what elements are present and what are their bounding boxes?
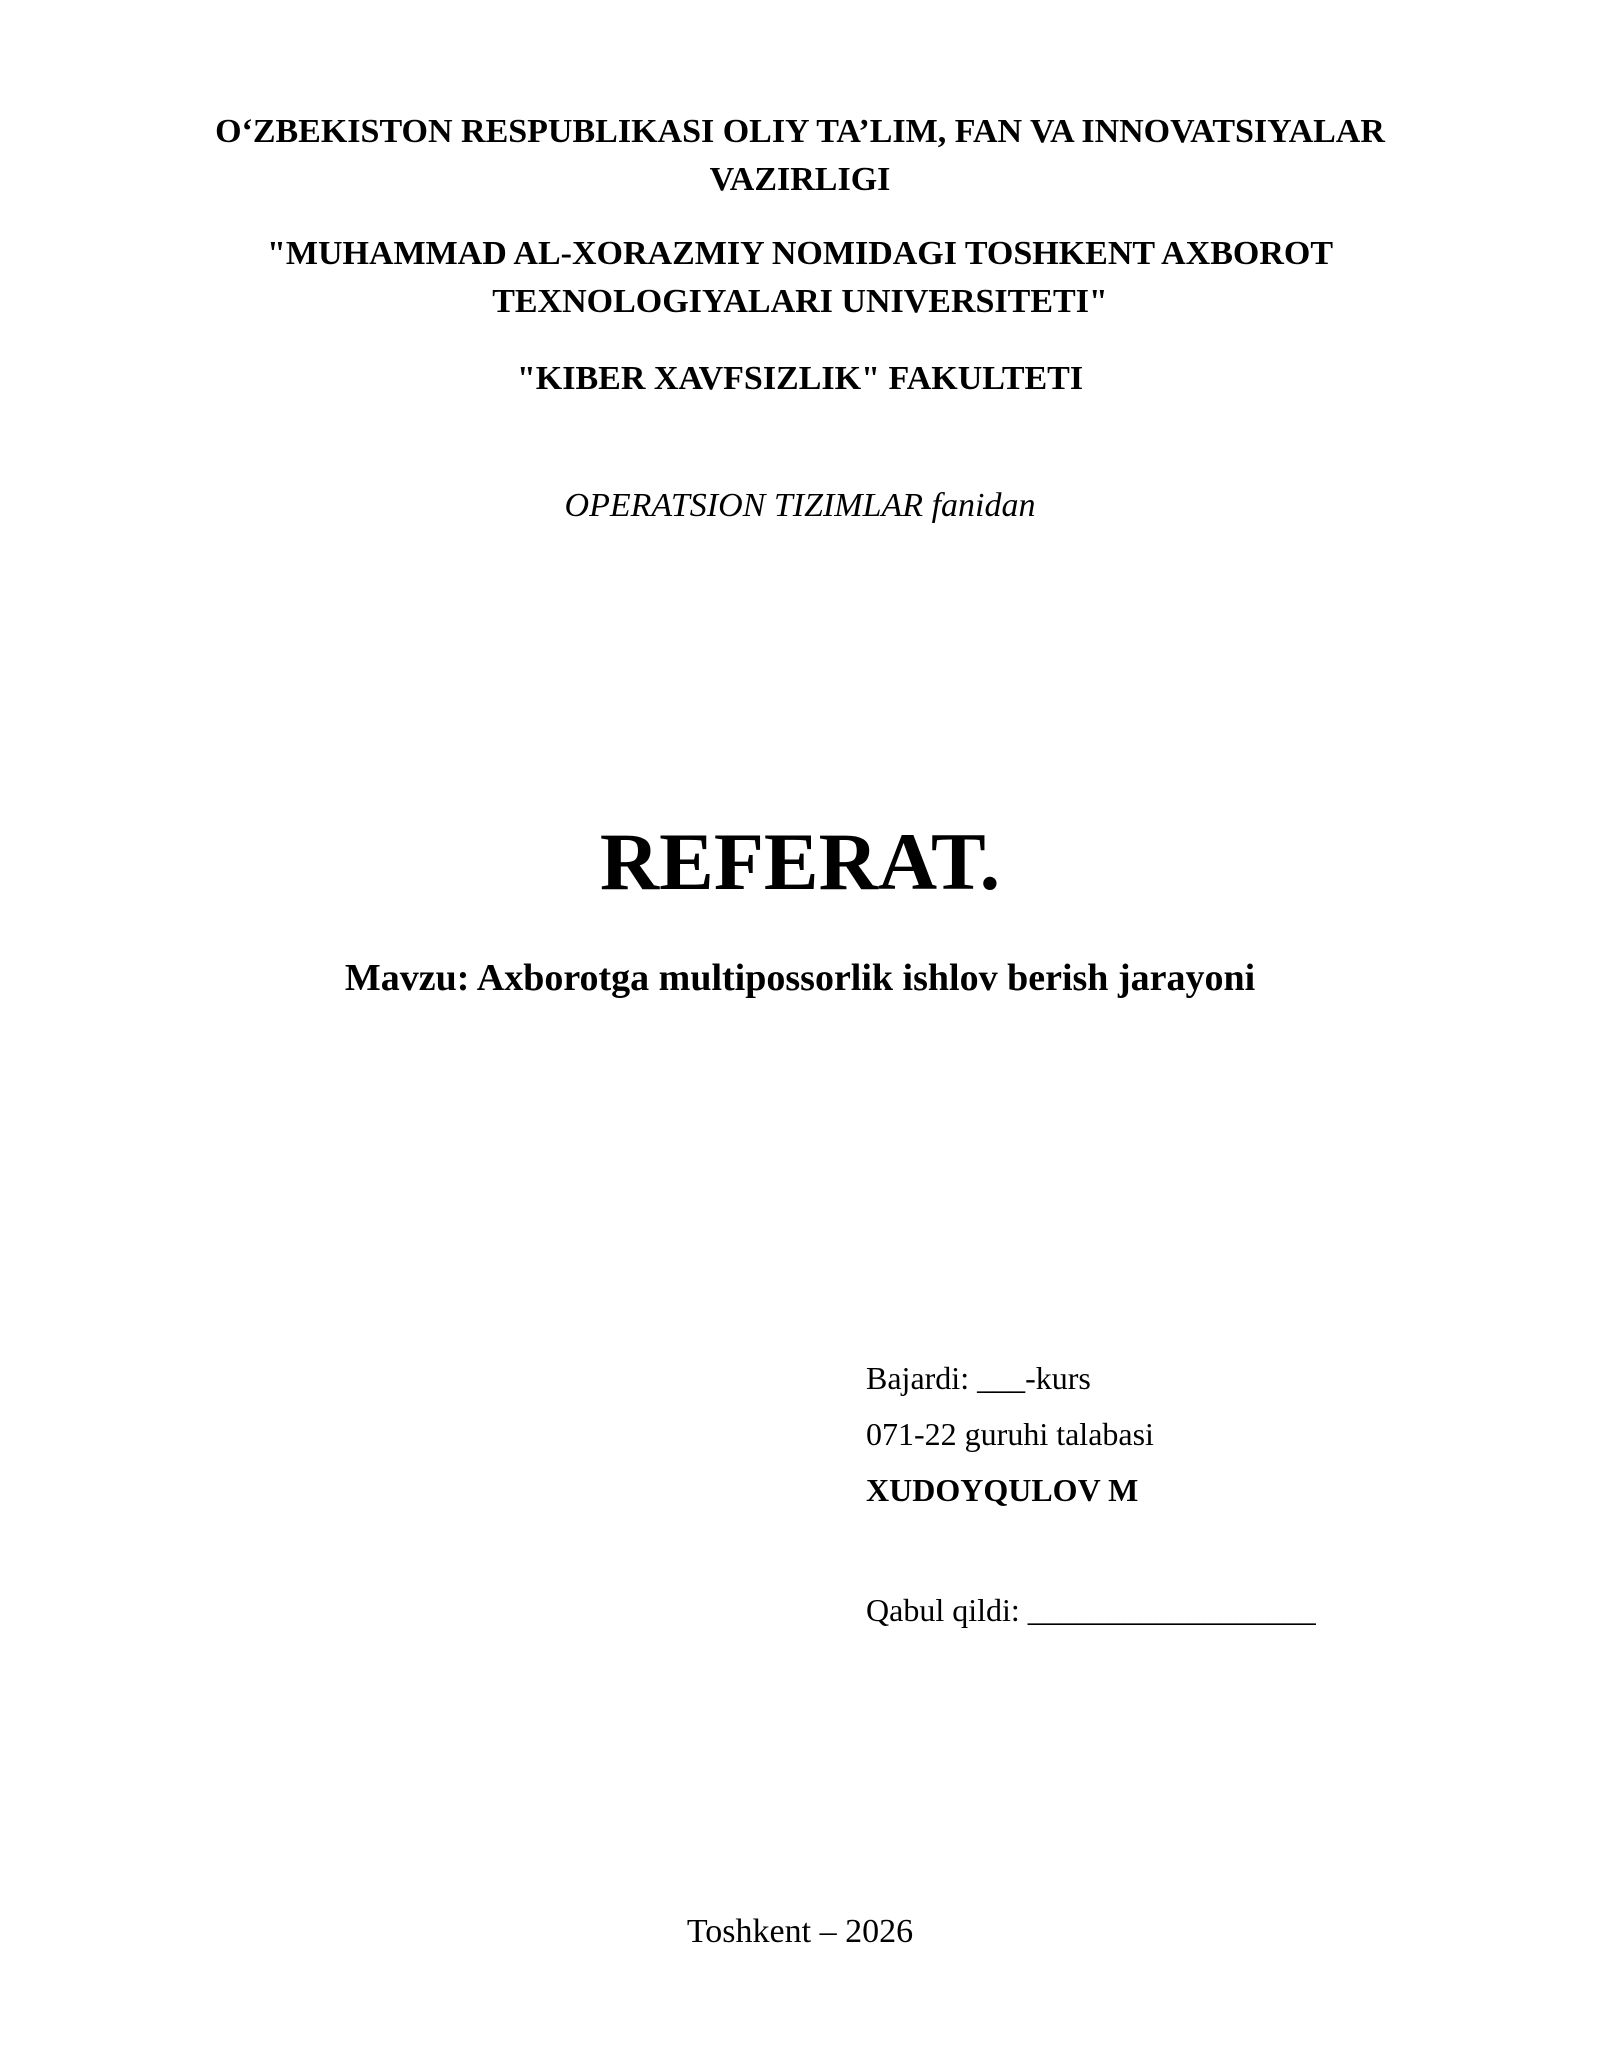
city-year-footer: Toshkent – 2026 — [686, 1913, 914, 1950]
subject-line: OPERATSION TIZIMLAR fanidan — [564, 487, 1036, 524]
university-name — [100, 230, 1500, 326]
faculty-name: "KIBER XAVFSIZLIK" FAKULTETI — [516, 360, 1084, 397]
ministry-line-1: O‘ZBEKISTON RESPUBLIKASI OLIY TA’LIM, FAN VA INNOVATSIYALAR — [215, 113, 1385, 150]
university-line-1: "MUHAMMAD AL-XORAZMIY NOMIDAGI TOSHKENT AXBOROT — [266, 235, 1334, 272]
accepted-by-line: Qabul qildi: __________________ — [866, 1592, 1316, 1628]
student-group-line: 071-22 guruhi talabasi — [866, 1416, 1154, 1452]
university-line-2: TEXNOLOGIYALARI UNIVERSITETI" — [492, 283, 1108, 320]
ministry-name — [100, 108, 1500, 204]
student-name: XUDOYQULOV M — [866, 1472, 1139, 1508]
performed-by-line: Bajardi: ___-kurs — [866, 1360, 1091, 1396]
ministry-line-2: VAZIRLIGI — [709, 161, 891, 198]
topic-line: Mavzu: Axborotga multipossorlik ishlov berish jarayoni — [344, 957, 1256, 999]
document-title: REFERAT. — [599, 816, 1001, 907]
